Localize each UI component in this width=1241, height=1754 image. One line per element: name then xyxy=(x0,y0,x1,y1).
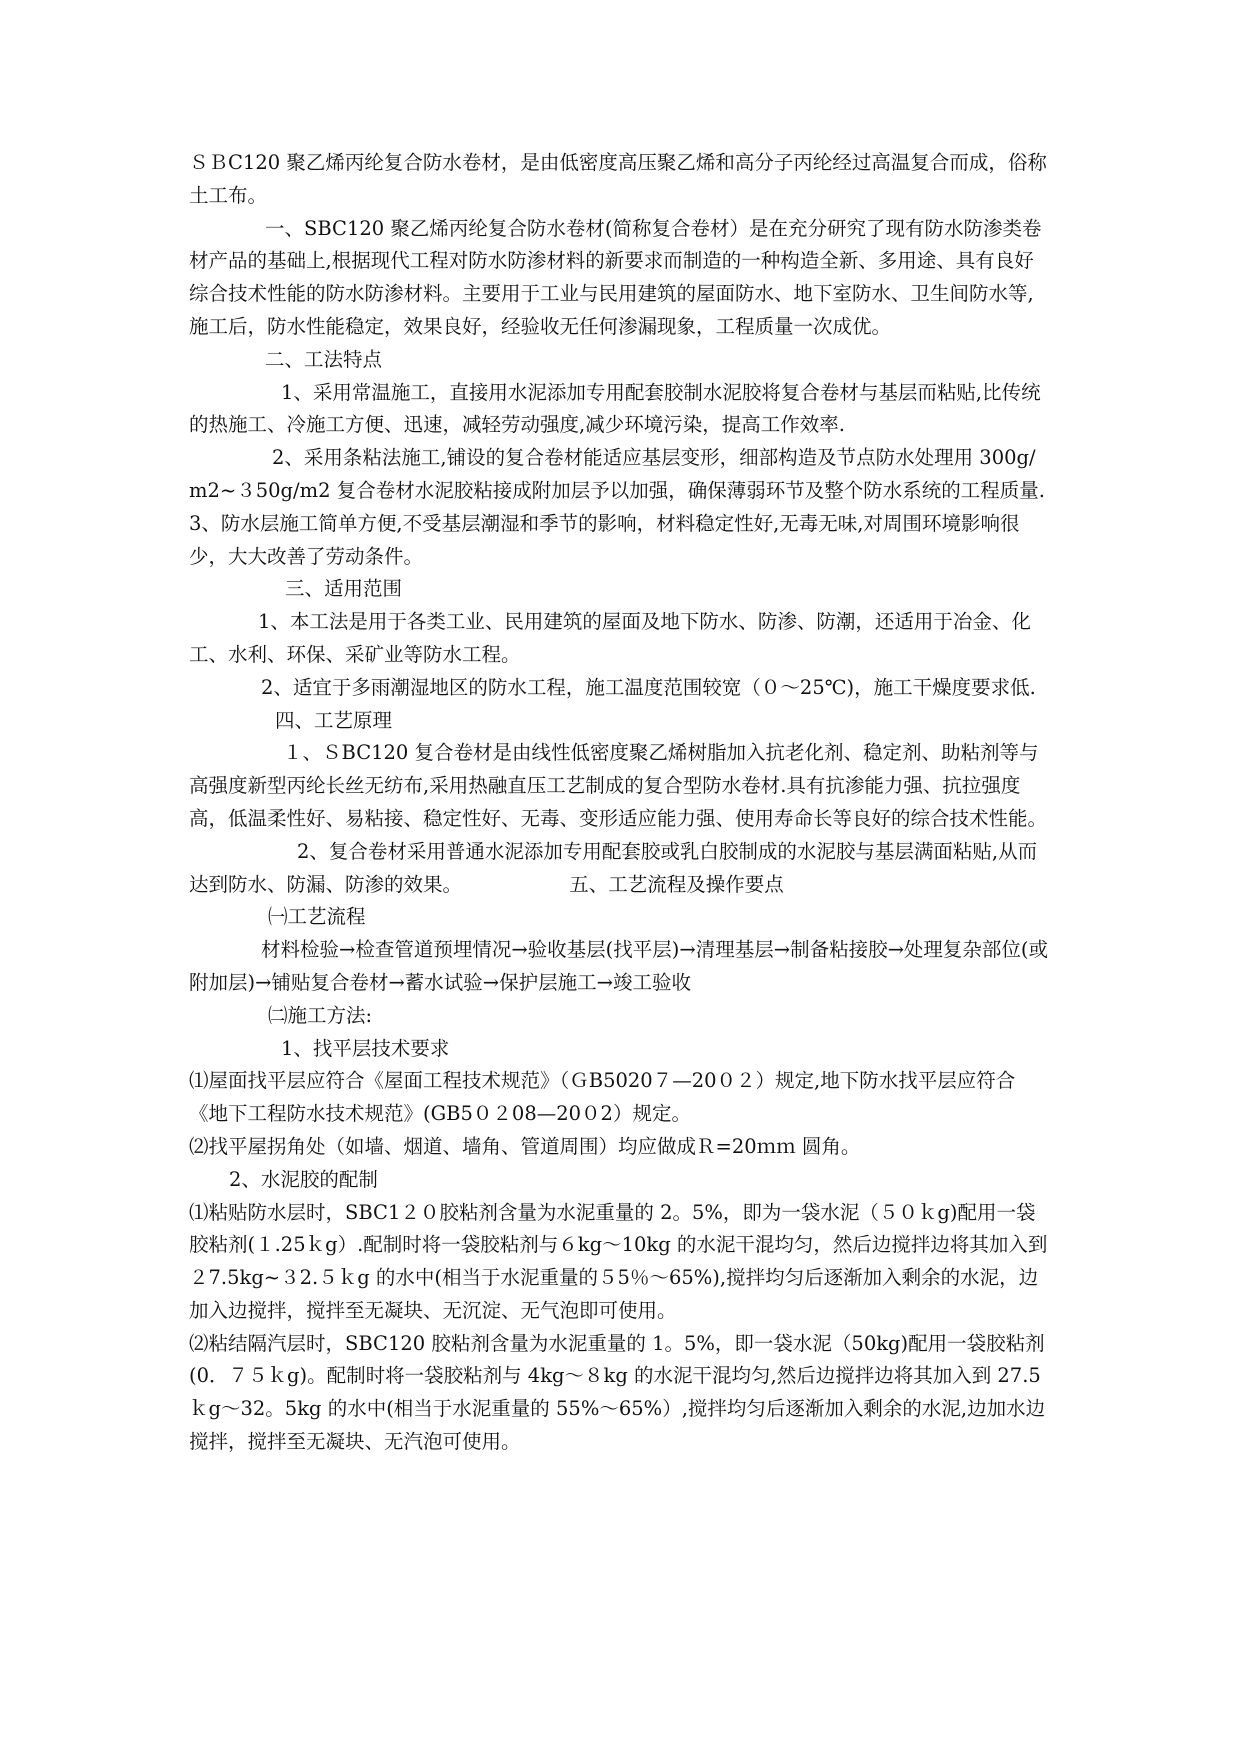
leveling-layer-heading: 1、找平层技术要求 xyxy=(281,1036,450,1060)
section-3-heading: 三、适用范围 xyxy=(285,577,403,601)
intro-paragraph: ＳＢC120 聚乙烯丙纶复合防水卷材，是由低密度高压聚乙烯和高分子丙纶经过高温复合而成，俗称土工布。 xyxy=(189,151,1047,207)
process-flow-heading: ㈠工艺流程 xyxy=(268,905,366,929)
construction-method-heading: ㈡施工方法: xyxy=(268,1003,373,1027)
cement-glue-item-1: ⑴粘贴防水层时，SBC1２０胶粘剂含量为水泥重量的 2。5%，即为一袋水泥（５０ｋg)配用一袋胶粘剂(１.25ｋg）.配制时将一袋胶粘剂与６kg～10kg 的水泥干混均匀，然后边搅拌边将其加入到２7.5kg~３2.５ｋg 的水中(相当于水泥重量的５5％～65%),搅拌均匀后逐渐加入剩余的水泥，边加入边搅拌，搅拌至无凝块、无沉淀、无气泡即可使用。 xyxy=(189,1200,1048,1322)
principle-1-paragraph: １、ＳBC120 复合卷材是由线性低密度聚乙烯树脂加入抗老化剂、稳定剂、助粘剂等与高强度新型丙纶长丝无纺布,采用热融直压工艺制成的复合型防水卷材.具有抗渗能力强、抗拉强度高，低温柔性好、易粘接、稳定性好、无毒、变形适应能力强、使用寿命长等良好的综合技术性能。 xyxy=(189,741,1048,830)
leveling-layer-item-1: ⑴屋面找平层应符合《屋面工程技术规范》（ＧB5020７—20０２）规定,地下防水找平层应符合《地下工程防水技术规范》(GB5０２08—20０2）规定。 xyxy=(189,1069,1016,1126)
section-2-heading: 二、工法特点 xyxy=(265,347,383,371)
feature-2-paragraph: 2、采用条粘法施工,铺设的复合卷材能适应基层变形，细部构造及节点防水处理用 300g/m2~３50g/m2 复合卷材水泥胶粘接成附加层予以加强，确保薄弱环节及整个防水系统的工程质量. xyxy=(189,446,1045,502)
section-4-heading: 四、工艺原理 xyxy=(275,708,393,732)
cement-glue-heading: 2、水泥胶的配制 xyxy=(229,1167,378,1191)
cement-glue-item-2: ⑵粘结隔汽层时，SBC120 胶粘剂含量为水泥重量的 1。5%，即一袋水泥（50kg)配用一袋胶粘剂(0．７５ｋg)。配制时将一袋胶粘剂与 4kg～８kg 的水泥干混均匀,然后边搅拌边将其加入到 27.5ｋg～32。5kg 的水中(相当于水泥重量的 55%～65%）,搅拌均匀后逐渐加入剩余的水泥,边加水边搅拌，搅拌至无凝块、无汽泡可使用。 xyxy=(189,1331,1046,1454)
principle-2-paragraph: 2、复合卷材采用普通水泥添加专用配套胶或乳白胶制成的水泥胶与基层满面粘贴,从而达到防水、防漏、防渗的效果。 五、工艺流程及操作要点 xyxy=(189,839,1038,896)
scope-2-paragraph: 2、适宜于多雨潮湿地区的防水工程，施工温度范围较宽（０～25℃)，施工干燥度要求低. xyxy=(261,675,1036,699)
process-flow-paragraph: 材料检验→检查管道预埋情况→验收基层(找平层)→清理基层→制备粘接胶→处理复杂部位(或附加层)→铺贴复合卷材→蓄水试验→保护层施工→竣工验收 xyxy=(189,938,1049,994)
scope-1-paragraph: 1、本工法是用于各类工业、民用建筑的屋面及地下防水、防渗、防潮，还适用于冶金、化工、水利、环保、采矿业等防水工程。 xyxy=(189,610,1031,666)
leveling-layer-item-2: ⑵找平屋拐角处（如墙、烟道、墙角、管道周围）均应做成Ｒ=20ｍｍ 圆角。 xyxy=(189,1134,861,1158)
section-1-paragraph: 一、SBC120 聚乙烯丙纶复合防水卷材(简称复合卷材）是在充分研究了现有防水防渗类卷材产品的基础上,根据现代工程对防水防渗材料的新要求而制造的一种构造全新、多用途、具有良好综合技术性能的防水防渗材料。主要用于工业与民用建筑的屋面防水、地下室防水、卫生间防水等,施工后，防水性能稳定，效果良好，经验收无任何渗漏现象，工程质量一次成优。 xyxy=(189,216,1042,338)
feature-1-paragraph: 1、采用常温施工，直接用水泥添加专用配套胶制水泥胶将复合卷材与基层而粘贴,比传统的热施工、冷施工方便、迅速，减轻劳动强度,减少环境污染，提高工作效率. xyxy=(189,380,1041,437)
feature-3-paragraph: 3、防水层施工简单方便,不受基层潮湿和季节的影响，材料稳定性好,无毒无味,对周围环境影响很少，大大改善了劳动条件。 xyxy=(189,511,1020,568)
document-body xyxy=(189,147,1053,1459)
